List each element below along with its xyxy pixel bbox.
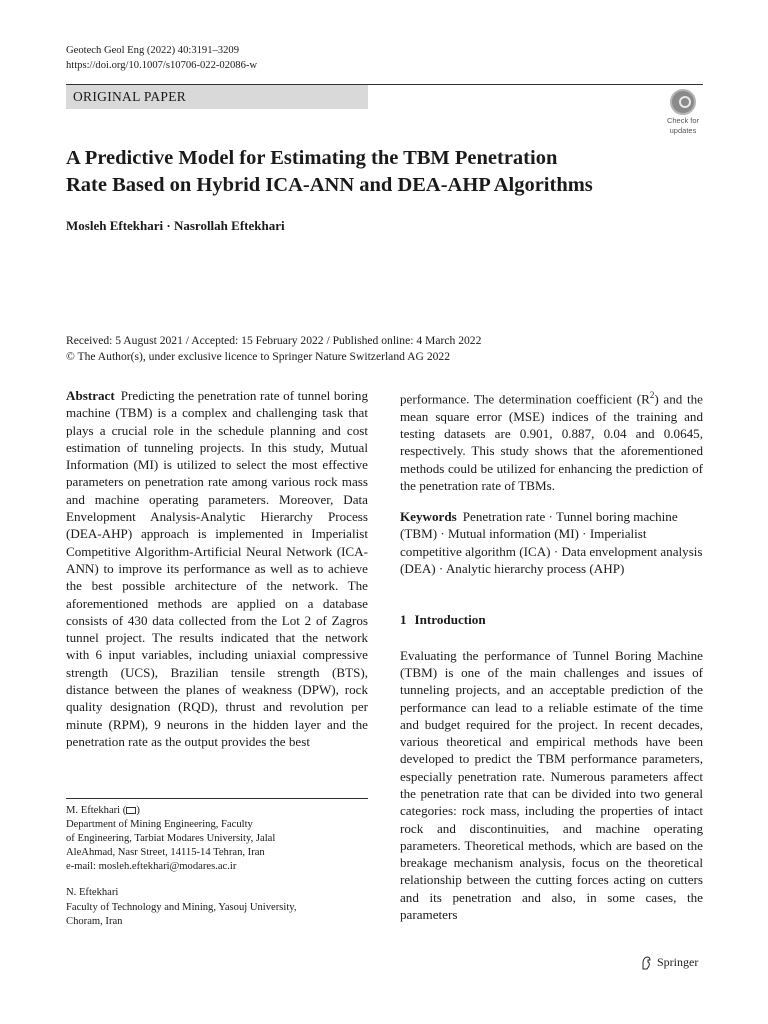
author-2-name: N. Eftekhari — [66, 887, 119, 899]
abstract-continuation — [400, 387, 703, 494]
author-2-affil-line-1: Faculty of Technology and Mining, Yasouj University, — [66, 901, 297, 913]
publication-dates — [66, 333, 706, 365]
introduction-text: Evaluating the performance of Tunnel Boring Machine (TBM) is one of the main challenges and issues of tunneling projects, and an acceptable prediction of the performance can lead to a reliable estimate of the time and budget required for the project. In recent decades, various theoretical and empirical methods have been developed to predict the TBM performance parameters, especially penetration rate. Numerous parameters affect the penetration rate that can be divided into two general categories: rock mass, including the properties of intact rock and discontinuities, and machine operating parameters. Theoretical methods, which are based on the breakage mechanism analysis, focus on the theoretical relationship between the cutting forces acting on cutters and its penetration and also, in some cases, the parameters — [400, 647, 703, 923]
keywords — [400, 508, 703, 577]
abstract-left-column — [66, 387, 368, 750]
date-history: Received: 5 August 2021 / Accepted: 15 February 2022 / Published online: 4 March 2022 — [66, 334, 482, 347]
abstract-label: Abstract — [66, 388, 115, 403]
envelope-icon — [126, 807, 136, 814]
author-1-name: M. Eftekhari ( ) — [66, 805, 140, 816]
author-1-email[interactable]: e-mail: mosleh.eftekhari@modares.ac.ir — [66, 861, 237, 873]
article-type-banner: ORIGINAL PAPER — [66, 85, 368, 109]
abstract-cont-b: ) and the mean square error (MSE) indices of the training and testing datasets are 0.901, 0.887, 0.04 and 0.0645, respectively. This study shows that the aforementioned methods could be utilized for enhancing the prediction of the penetration rate of TBMs. — [400, 391, 703, 493]
section-heading — [400, 611, 703, 628]
r-squared-superscript: 2 — [649, 390, 655, 400]
title-line-1: A Predictive Model for Estimating the TBM Penetration — [66, 147, 558, 169]
journal-citation: Geotech Geol Eng (2022) 40:3191–3209 — [66, 45, 239, 56]
abstract-paragraph — [66, 387, 368, 750]
publisher-name: Springer — [657, 955, 699, 969]
affiliations — [66, 804, 368, 929]
author-2-affil-line-2: Choram, Iran — [66, 915, 123, 927]
author-1-affil-line-2: of Engineering, Tarbiat Modares University, Jalal — [66, 833, 276, 845]
article-title — [66, 145, 686, 199]
springer-horse-icon — [640, 956, 652, 970]
authors: Mosleh Eftekhari · Nasrollah Eftekhari — [66, 218, 285, 233]
abstract-text: Predicting the penetration rate of tunnel boring machine (TBM) is a complex and challenging task that plays a crucial role in the schedule planning and cost estimation of tunneling projects. In this study, Mutual Information (MI) is utilized to select the most effective parameters on penetration rate among various rock mass and machine operating parameters. Moreover, Data Envelopment Analysis-Analytic Hierarchy Process (DEA-AHP) approach is implemented in Imperialist Competitive Algorithm-Artificial Neural Network (ICA-ANN) to improve its performance as well as to achieve the best possible architecture of the network. The aforementioned methods are applied on a database consists of 430 data collected from the Lot 2 of Zagros tunnel project. The results indicated that the network with 6 input variables, including uniaxial compressive strength (UCS), Brazilian tensile strength (BTS), distance between the planes of weakness (DPW), rock quality designation (RQD), thrust and revolution per minute (RPM), 9 neurons in the hidden layer and the penetration rate as the output provides the best — [66, 388, 368, 749]
journal-header — [66, 43, 257, 73]
abstract-cont-a: performance. The determination coefficient (R — [400, 391, 650, 407]
author-1-affil-line-3: AleAhmad, Nasr Street, 14115-14 Tehran, Iran — [66, 847, 265, 859]
section-number: 1 — [400, 612, 407, 628]
keywords-label: Keywords — [400, 509, 457, 525]
right-column — [400, 387, 703, 923]
keywords-text: Penetration rate · Tunnel boring machine (TBM) · Mutual information (MI) · Imperialist competitive algorithm (ICA) · Data envelopment analysis (DEA) · Analytic hierarchy process (AHP) — [400, 509, 703, 577]
badge-line-1: Check for — [666, 116, 700, 125]
doi-link[interactable]: https://doi.org/10.1007/s10706-022-02086-w — [66, 60, 258, 71]
section-title: Introduction — [414, 612, 486, 628]
badge-line-2: updates — [669, 126, 697, 135]
copyright-line: © The Author(s), under exclusive licence to Springer Nature Switzerland AG 2022 — [66, 350, 451, 363]
title-line-2: Rate Based on Hybrid ICA-ANN and DEA-AHP Algorithms — [66, 174, 593, 196]
footnote-rule — [66, 798, 368, 799]
publisher-footer — [640, 955, 698, 970]
author-1-affil-line-1: Department of Mining Engineering, Faculty — [66, 819, 253, 831]
check-for-updates-badge[interactable] — [663, 89, 703, 135]
check-updates-icon — [670, 89, 696, 115]
